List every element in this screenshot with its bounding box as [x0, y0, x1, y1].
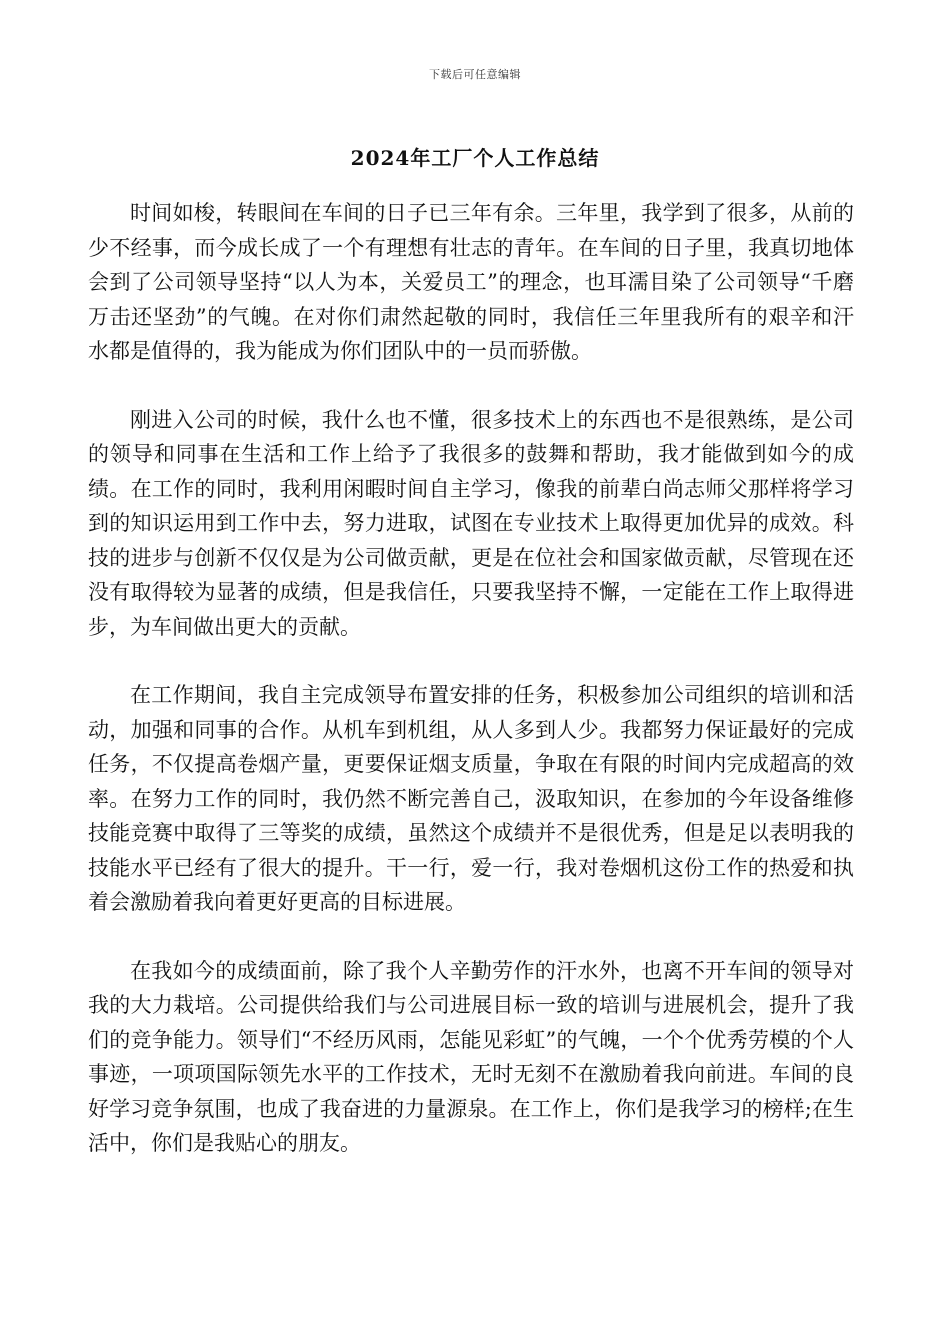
- document-body: [88, 196, 854, 1195]
- paragraph-4: 在我如今的成绩面前，除了我个人辛勤劳作的汗水外，也离不开车间的领导对我的大力栽培。公司提供给我们与公司进展目标一致的培训与进展机会，提升了我们的竞争能力。领导们“不经历风雨，怎能见彩虹”的气魄，一个个优秀劳模的个人事迹，一项项国际领先水平的工作技术，无时无刻不在激励着我向前进。车间的良好学习竞争氛围，也成了我奋进的力量源泉。在工作上，你们是我学习的榜样;在生活中，你们是我贴心的朋友。: [88, 958, 854, 1155]
- paragraph-3: 在工作期间，我自主完成领导布置安排的任务，积极参加公司组织的培训和活动，加强和同事的合作。从机车到机组，从人多到人少。我都努力保证最好的完成任务，不仅提高卷烟产量，更要保证烟支质量，争取在有限的时间内完成超高的效率。在努力工作的同时，我仍然不断完善自己，汲取知识，在参加的今年设备维修技能竞赛中取得了三等奖的成绩，虽然这个成绩并不是很优秀，但是足以表明我的技能水平已经有了很大的提升。干一行，爱一行，我对卷烟机这份工作的热爱和执着会激励着我向着更好更高的目标进展。: [88, 683, 854, 914]
- document-title: 2024年工厂个人工作总结: [350, 146, 600, 170]
- paragraph-2: 刚进入公司的时候，我什么也不懂，很多技术上的东西也不是很熟练，是公司的领导和同事在生活和工作上给予了我很多的鼓舞和帮助，我才能做到如今的成绩。在工作的同时，我利用闲暇时间自主学习，像我的前辈白尚志师父那样将学习到的知识运用到工作中去，努力进取，试图在专业技术上取得更加优异的成效。科技的进步与创新不仅仅是为公司做贡献，更是在位社会和国家做贡献，尽管现在还没有取得较为显著的成绩，但是我信任，只要我坚持不懈，一定能在工作上取得进步，为车间做出更大的贡献。: [88, 407, 854, 639]
- paragraph-1: 时间如梭，转眼间在车间的日子已三年有余。三年里，我学到了很多，从前的少不经事，而今成长成了一个有理想有壮志的青年。在车间的日子里，我真切地体会到了公司领导坚持“以人为本，关爱员工”的理念，也耳濡目染了公司领导“千磨万击还坚劲”的气魄。在对你们肃然起敬的同时，我信任三年里我所有的艰辛和汗水都是值得的，我为能成为你们团队中的一员而骄傲。: [88, 201, 854, 363]
- header-note: 下载后可任意编辑: [429, 68, 521, 81]
